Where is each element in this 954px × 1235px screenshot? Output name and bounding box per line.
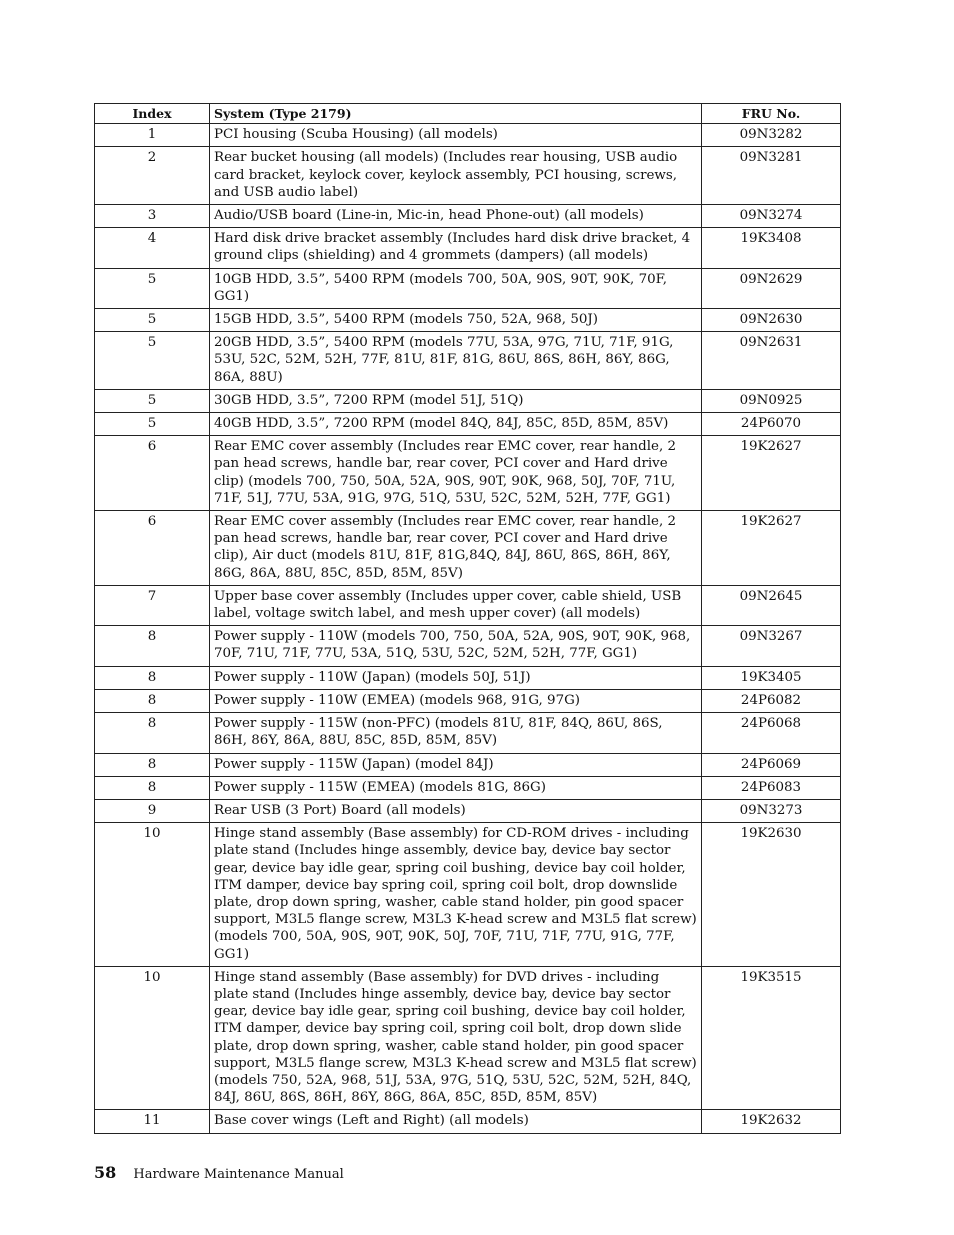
description-cell: Hinge stand assembly (Base assembly) for DVD drives - including plate stand (Includes hinge assembly, device bay, device bay sector gear, device bay idle gear, spring coil bushing, device bay coil holder, ITM damper, device bay spring coil, spring coil bolt, drop down slide plate, drop down spring, washer, cable stand holder, pin good spacer support, M3L5 flange screw, M3L3 K-head screw and M3L5 flat screw) (models 750, 52A, 968, 51J, 53A, 97G, 51Q, 53U, 52C, 52M, 52H, 84Q, 84J, 86U, 86S, 86H, 86Y, 86G, 86A, 85C, 85D, 85M, 85V)	[210, 966, 702, 1110]
index-cell: 5	[95, 309, 210, 332]
fru-number-cell: 24P6068	[702, 713, 841, 753]
index-cell: 10	[95, 823, 210, 967]
table-row	[95, 753, 841, 776]
description-cell: 30GB HDD, 3.5”, 7200 RPM (model 51J, 51Q)	[210, 389, 702, 412]
page-number: 58	[94, 1163, 117, 1182]
description-cell: Upper base cover assembly (Includes upper cover, cable shield, USB label, voltage switch label, and mesh upper cover) (all models)	[210, 585, 702, 625]
index-cell: 5	[95, 389, 210, 412]
table-row	[95, 124, 841, 147]
index-cell: 8	[95, 666, 210, 689]
index-cell: 8	[95, 753, 210, 776]
fru-parts-table	[94, 103, 841, 1134]
fru-number-cell: 19K3405	[702, 666, 841, 689]
fru-number-cell: 09N0925	[702, 389, 841, 412]
header-system: System (Type 2179)	[210, 104, 702, 124]
description-cell: Power supply - 110W (Japan) (models 50J, 51J)	[210, 666, 702, 689]
index-cell: 10	[95, 966, 210, 1110]
description-cell: Rear EMC cover assembly (Includes rear EMC cover, rear handle, 2 pan head screws, handle bar, rear cover, PCI cover and Hard drive clip), Air duct (models 81U, 81F, 81G,84Q, 84J, 86U, 86S, 86H, 86Y, 86G, 86A, 88U, 85C, 85D, 85M, 85V)	[210, 511, 702, 586]
description-cell: Hard disk drive bracket assembly (Includes hard disk drive bracket, 4 ground clips (shielding) and 4 grommets (dampers) (all models)	[210, 228, 702, 268]
table-row	[95, 511, 841, 586]
page-footer	[94, 1163, 344, 1182]
table-row	[95, 1110, 841, 1133]
fru-number-cell: 09N2630	[702, 309, 841, 332]
fru-number-cell: 09N2631	[702, 332, 841, 390]
header-index: Index	[95, 104, 210, 124]
fru-number-cell: 09N3267	[702, 626, 841, 666]
table-row	[95, 228, 841, 268]
index-cell: 8	[95, 689, 210, 712]
description-cell: Power supply - 115W (Japan) (model 84J)	[210, 753, 702, 776]
table-row	[95, 413, 841, 436]
fru-number-cell: 19K2632	[702, 1110, 841, 1133]
index-cell: 5	[95, 268, 210, 308]
table-row	[95, 799, 841, 822]
table-row	[95, 713, 841, 753]
table-row	[95, 147, 841, 205]
table-row	[95, 205, 841, 228]
index-cell: 3	[95, 205, 210, 228]
table-row	[95, 436, 841, 511]
fru-number-cell: 09N3274	[702, 205, 841, 228]
fru-number-cell: 24P6083	[702, 776, 841, 799]
index-cell: 1	[95, 124, 210, 147]
fru-number-cell: 19K2627	[702, 436, 841, 511]
table-row	[95, 776, 841, 799]
index-cell: 8	[95, 626, 210, 666]
table-row	[95, 268, 841, 308]
fru-number-cell: 09N3273	[702, 799, 841, 822]
index-cell: 6	[95, 436, 210, 511]
description-cell: Rear bucket housing (all models) (Includes rear housing, USB audio card bracket, keylock cover, keylock assembly, PCI housing, screws, and USB audio label)	[210, 147, 702, 205]
table-row	[95, 389, 841, 412]
table-header-row	[95, 104, 841, 124]
index-cell: 5	[95, 413, 210, 436]
description-cell: Hinge stand assembly (Base assembly) for CD-ROM drives - including plate stand (Includes hinge assembly, device bay, device bay sector gear, device bay idle gear, spring coil bushing, device bay coil holder, ITM damper, device bay spring coil, spring coil bolt, drop downslide plate, drop down spring, washer, cable stand holder, pin good spacer support, M3L5 flange screw, M3L3 K-head screw and M3L5 flat screw) (models 700, 50A, 90S, 90T, 90K, 50J, 70F, 71U, 71F, 77U, 91G, 77F, GG1)	[210, 823, 702, 967]
fru-number-cell: 09N2645	[702, 585, 841, 625]
description-cell: Power supply - 110W (models 700, 750, 50A, 52A, 90S, 90T, 90K, 968, 70F, 71U, 71F, 77U, 53A, 51Q, 53U, 52C, 52M, 52H, 77F, GG1)	[210, 626, 702, 666]
index-cell: 11	[95, 1110, 210, 1133]
description-cell: Base cover wings (Left and Right) (all models)	[210, 1110, 702, 1133]
table-row	[95, 966, 841, 1110]
index-cell: 7	[95, 585, 210, 625]
fru-number-cell: 19K2627	[702, 511, 841, 586]
table-row	[95, 823, 841, 967]
description-cell: 40GB HDD, 3.5”, 7200 RPM (model 84Q, 84J, 85C, 85D, 85M, 85V)	[210, 413, 702, 436]
fru-number-cell: 19K3408	[702, 228, 841, 268]
table-row	[95, 666, 841, 689]
fru-number-cell: 09N3281	[702, 147, 841, 205]
table-row	[95, 689, 841, 712]
table-row	[95, 585, 841, 625]
fru-number-cell: 09N3282	[702, 124, 841, 147]
fru-number-cell: 19K3515	[702, 966, 841, 1110]
description-cell: PCI housing (Scuba Housing) (all models)	[210, 124, 702, 147]
table-row	[95, 309, 841, 332]
description-cell: 10GB HDD, 3.5”, 5400 RPM (models 700, 50A, 90S, 90T, 90K, 70F, GG1)	[210, 268, 702, 308]
index-cell: 5	[95, 332, 210, 390]
fru-number-cell: 24P6082	[702, 689, 841, 712]
description-cell: Power supply - 115W (EMEA) (models 81G, 86G)	[210, 776, 702, 799]
table-row	[95, 626, 841, 666]
index-cell: 6	[95, 511, 210, 586]
fru-number-cell: 24P6070	[702, 413, 841, 436]
description-cell: Power supply - 115W (non-PFC) (models 81U, 81F, 84Q, 86U, 86S, 86H, 86Y, 86A, 88U, 85C, 85D, 85M, 85V)	[210, 713, 702, 753]
description-cell: 20GB HDD, 3.5”, 5400 RPM (models 77U, 53A, 97G, 71U, 71F, 91G, 53U, 52C, 52M, 52H, 77F, 81U, 81F, 81G, 86U, 86S, 86H, 86Y, 86G, 86A, 88U)	[210, 332, 702, 390]
description-cell: 15GB HDD, 3.5”, 5400 RPM (models 750, 52A, 968, 50J)	[210, 309, 702, 332]
index-cell: 8	[95, 713, 210, 753]
fru-number-cell: 19K2630	[702, 823, 841, 967]
fru-number-cell: 24P6069	[702, 753, 841, 776]
description-cell: Power supply - 110W (EMEA) (models 968, 91G, 97G)	[210, 689, 702, 712]
table-row	[95, 332, 841, 390]
index-cell: 8	[95, 776, 210, 799]
fru-number-cell: 09N2629	[702, 268, 841, 308]
description-cell: Audio/USB board (Line-in, Mic-in, head Phone-out) (all models)	[210, 205, 702, 228]
description-cell: Rear EMC cover assembly (Includes rear EMC cover, rear handle, 2 pan head screws, handle bar, rear cover, PCI cover and Hard drive clip) (models 700, 750, 50A, 52A, 90S, 90T, 90K, 968, 50J, 70F, 71U, 71F, 51J, 77U, 53A, 91G, 97G, 51Q, 53U, 52C, 52M, 52H, 77F, GG1)	[210, 436, 702, 511]
index-cell: 2	[95, 147, 210, 205]
description-cell: Rear USB (3 Port) Board (all models)	[210, 799, 702, 822]
index-cell: 4	[95, 228, 210, 268]
manual-title: Hardware Maintenance Manual	[133, 1167, 344, 1182]
header-fru-no: FRU No.	[702, 104, 841, 124]
index-cell: 9	[95, 799, 210, 822]
